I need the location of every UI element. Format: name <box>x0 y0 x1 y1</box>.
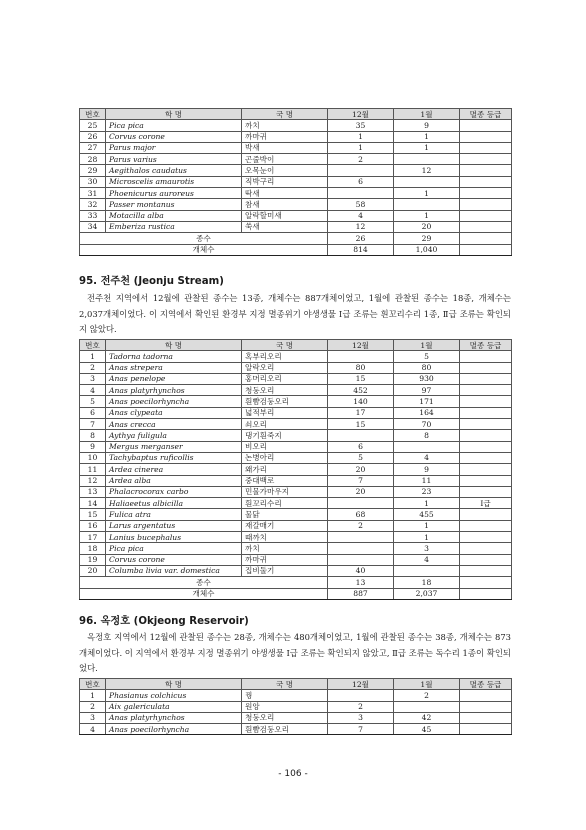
december-count-cell <box>328 430 394 441</box>
korean-name-cell: 청둥오리 <box>242 712 328 723</box>
endangered-grade-cell <box>460 430 512 441</box>
december-count-cell: 452 <box>328 385 394 396</box>
january-count-cell: 171 <box>394 396 460 407</box>
january-count-cell: 930 <box>394 373 460 384</box>
endangered-grade-cell <box>460 452 512 463</box>
december-count-cell: 1 <box>328 131 394 142</box>
header-grade: 멸종 등급 <box>460 679 512 690</box>
scientific-name-cell: Aegithalos caudatus <box>106 165 242 176</box>
korean-name-cell: 쇠오리 <box>242 419 328 430</box>
korean-name-cell: 논병아리 <box>242 452 328 463</box>
endangered-grade-cell <box>460 142 512 153</box>
endangered-grade-cell <box>460 554 512 565</box>
species-total-january: 29 <box>394 233 460 244</box>
row-number-cell: 19 <box>80 554 106 565</box>
species-total-label: 종수 <box>80 233 328 244</box>
table-row <box>80 724 512 735</box>
table-header-row <box>80 679 512 690</box>
header-january: 1월 <box>394 679 460 690</box>
korean-name-cell: 중대백로 <box>242 475 328 486</box>
table-row <box>80 176 512 187</box>
january-count-cell: 1 <box>394 210 460 221</box>
scientific-name-cell: Parus major <box>106 142 242 153</box>
header-scientific-name: 학 명 <box>106 109 242 120</box>
december-count-cell: 6 <box>328 441 394 452</box>
table-row <box>80 120 512 131</box>
header-korean-name: 국 명 <box>242 109 328 120</box>
row-number-cell: 28 <box>80 154 106 165</box>
korean-name-cell: 비오리 <box>242 441 328 452</box>
individual-total-label: 개체수 <box>80 588 328 599</box>
table-header-row <box>80 109 512 120</box>
december-count-cell: 5 <box>328 452 394 463</box>
scientific-name-cell: Larus argentatus <box>106 520 242 531</box>
species-total-december: 26 <box>328 233 394 244</box>
species-total-label: 종수 <box>80 577 328 588</box>
row-number-cell: 7 <box>80 419 106 430</box>
december-count-cell: 80 <box>328 362 394 373</box>
row-number-cell: 5 <box>80 396 106 407</box>
header-no: 번호 <box>80 109 106 120</box>
header-no: 번호 <box>80 340 106 351</box>
korean-name-cell: 때까치 <box>242 532 328 543</box>
table-row <box>80 396 512 407</box>
header-scientific-name: 학 명 <box>106 340 242 351</box>
january-count-cell: 23 <box>394 486 460 497</box>
endangered-grade-cell <box>460 199 512 210</box>
january-count-cell: 1 <box>394 131 460 142</box>
december-count-cell: 140 <box>328 396 394 407</box>
scientific-name-cell: Phalacrocorax carbo <box>106 486 242 497</box>
table-row <box>80 520 512 531</box>
row-number-cell: 29 <box>80 165 106 176</box>
endangered-grade-cell <box>460 565 512 576</box>
header-no: 번호 <box>80 679 106 690</box>
row-number-cell: 34 <box>80 221 106 232</box>
row-number-cell: 1 <box>80 351 106 362</box>
row-number-cell: 15 <box>80 509 106 520</box>
december-count-cell <box>328 554 394 565</box>
table-row <box>80 373 512 384</box>
table-row <box>80 565 512 576</box>
endangered-grade-cell <box>460 188 512 199</box>
january-count-cell: 70 <box>394 419 460 430</box>
table-row <box>80 351 512 362</box>
table-row <box>80 701 512 712</box>
january-count-cell: 4 <box>394 452 460 463</box>
table-row <box>80 532 512 543</box>
december-count-cell: 4 <box>328 210 394 221</box>
individual-total-december: 887 <box>328 588 394 599</box>
row-number-cell: 6 <box>80 407 106 418</box>
table-body <box>80 120 512 233</box>
endangered-grade-cell <box>460 690 512 701</box>
endangered-grade-cell <box>460 221 512 232</box>
korean-name-cell: 혹부리오리 <box>242 351 328 362</box>
korean-name-cell: 왜가리 <box>242 464 328 475</box>
korean-name-cell: 까마귀 <box>242 554 328 565</box>
december-count-cell: 15 <box>328 373 394 384</box>
row-number-cell: 12 <box>80 475 106 486</box>
endangered-grade-cell <box>460 543 512 554</box>
endangered-grade-cell <box>460 724 512 735</box>
january-count-cell: 1 <box>394 498 460 509</box>
species-total-grade <box>460 577 512 588</box>
endangered-grade-cell <box>460 520 512 531</box>
row-number-cell: 20 <box>80 565 106 576</box>
december-count-cell: 1 <box>328 142 394 153</box>
endangered-grade-cell <box>460 396 512 407</box>
bird-table-okjeong <box>79 678 512 735</box>
december-count-cell: 7 <box>328 475 394 486</box>
table-header-row <box>80 340 512 351</box>
december-count-cell <box>328 498 394 509</box>
row-number-cell: 11 <box>80 464 106 475</box>
individual-total-january: 2,037 <box>394 588 460 599</box>
table-row <box>80 486 512 497</box>
row-number-cell: 30 <box>80 176 106 187</box>
scientific-name-cell: Ardea alba <box>106 475 242 486</box>
header-grade: 멸종 등급 <box>460 340 512 351</box>
row-number-cell: 16 <box>80 520 106 531</box>
header-january: 1월 <box>394 109 460 120</box>
december-count-cell: 7 <box>328 724 394 735</box>
scientific-name-cell: Aythya fuligula <box>106 430 242 441</box>
december-count-cell: 58 <box>328 199 394 210</box>
table-row <box>80 142 512 153</box>
january-count-cell: 3 <box>394 543 460 554</box>
table-row <box>80 154 512 165</box>
table-row <box>80 430 512 441</box>
scientific-name-cell: Aix galericulata <box>106 701 242 712</box>
row-number-cell: 33 <box>80 210 106 221</box>
december-count-cell <box>328 690 394 701</box>
january-count-cell: 20 <box>394 221 460 232</box>
korean-name-cell: 흰꼬리수리 <box>242 498 328 509</box>
individual-total-grade <box>460 244 512 255</box>
individual-total-january: 1,040 <box>394 244 460 255</box>
endangered-grade-cell <box>460 210 512 221</box>
table-row <box>80 464 512 475</box>
scientific-name-cell: Parus varius <box>106 154 242 165</box>
row-number-cell: 4 <box>80 724 106 735</box>
bird-table-continued <box>79 108 512 256</box>
scientific-name-cell: Lanius bucephalus <box>106 532 242 543</box>
january-count-cell: 9 <box>394 120 460 131</box>
january-count-cell: 97 <box>394 385 460 396</box>
korean-name-cell: 까치 <box>242 120 328 131</box>
korean-name-cell: 알락오리 <box>242 362 328 373</box>
header-korean-name: 국 명 <box>242 340 328 351</box>
korean-name-cell: 까마귀 <box>242 131 328 142</box>
scientific-name-cell: Tadorna tadorna <box>106 351 242 362</box>
scientific-name-cell: Mergus merganser <box>106 441 242 452</box>
individual-total-grade <box>460 588 512 599</box>
december-count-cell: 68 <box>328 509 394 520</box>
scientific-name-cell: Pica pica <box>106 120 242 131</box>
table-body <box>80 690 512 735</box>
january-count-cell: 164 <box>394 407 460 418</box>
endangered-grade-cell <box>460 701 512 712</box>
december-count-cell: 17 <box>328 407 394 418</box>
table-row <box>80 452 512 463</box>
december-count-cell: 2 <box>328 154 394 165</box>
korean-name-cell: 청둥오리 <box>242 385 328 396</box>
endangered-grade-cell: Ⅰ급 <box>460 498 512 509</box>
endangered-grade-cell <box>460 486 512 497</box>
january-count-cell: 5 <box>394 351 460 362</box>
korean-name-cell: 딱새 <box>242 188 328 199</box>
december-count-cell: 3 <box>328 712 394 723</box>
row-number-cell: 26 <box>80 131 106 142</box>
korean-name-cell: 원앙 <box>242 701 328 712</box>
individual-total-december: 814 <box>328 244 394 255</box>
scientific-name-cell: Pica pica <box>106 543 242 554</box>
section-paragraph-okjeong: 옥정호 지역에서 12월에 관찰된 종수는 28종, 개체수는 480개체이었고, 1월에 관찰된 종수는 38종, 개체수는 873개체이었다. 이 지역에서 환경부 지정 멸종위기 야생생물 Ⅰ급 조류는 확인되지 않았고, Ⅱ급 조류는 독수리 1종이 확인되었다. <box>79 632 511 673</box>
korean-name-cell: 흰뺨검둥오리 <box>242 396 328 407</box>
scientific-name-cell: Phoenicurus auroreus <box>106 188 242 199</box>
january-count-cell: 2 <box>394 690 460 701</box>
row-number-cell: 14 <box>80 498 106 509</box>
table-row <box>80 131 512 142</box>
january-count-cell: 42 <box>394 712 460 723</box>
row-number-cell: 2 <box>80 701 106 712</box>
scientific-name-cell: Anas platyrhynchos <box>106 385 242 396</box>
endangered-grade-cell <box>460 120 512 131</box>
scientific-name-cell: Corvus corone <box>106 131 242 142</box>
endangered-grade-cell <box>460 176 512 187</box>
scientific-name-cell: Microscelis amaurotis <box>106 176 242 187</box>
january-count-cell <box>394 154 460 165</box>
korean-name-cell: 홍머리오리 <box>242 373 328 384</box>
endangered-grade-cell <box>460 712 512 723</box>
january-count-cell: 4 <box>394 554 460 565</box>
header-january: 1월 <box>394 340 460 351</box>
endangered-grade-cell <box>460 419 512 430</box>
scientific-name-cell: Tachybaptus ruficollis <box>106 452 242 463</box>
row-number-cell: 4 <box>80 385 106 396</box>
species-total-row <box>80 577 512 588</box>
header-december: 12월 <box>328 340 394 351</box>
endangered-grade-cell <box>460 532 512 543</box>
december-count-cell <box>328 351 394 362</box>
endangered-grade-cell <box>460 509 512 520</box>
korean-name-cell: 댕기흰죽지 <box>242 430 328 441</box>
table-row <box>80 554 512 565</box>
korean-name-cell: 쑥새 <box>242 221 328 232</box>
january-count-cell: 12 <box>394 165 460 176</box>
january-count-cell: 1 <box>394 142 460 153</box>
december-count-cell: 40 <box>328 565 394 576</box>
endangered-grade-cell <box>460 362 512 373</box>
individual-total-row <box>80 588 512 599</box>
row-number-cell: 31 <box>80 188 106 199</box>
individual-total-row <box>80 244 512 255</box>
table-body <box>80 351 512 577</box>
korean-name-cell: 오목눈이 <box>242 165 328 176</box>
endangered-grade-cell <box>460 385 512 396</box>
january-count-cell: 1 <box>394 520 460 531</box>
december-count-cell: 35 <box>328 120 394 131</box>
december-count-cell <box>328 188 394 199</box>
row-number-cell: 32 <box>80 199 106 210</box>
december-count-cell: 20 <box>328 486 394 497</box>
december-count-cell <box>328 165 394 176</box>
scientific-name-cell: Emberiza rustica <box>106 221 242 232</box>
header-scientific-name: 학 명 <box>106 679 242 690</box>
january-count-cell <box>394 199 460 210</box>
scientific-name-cell: Anas crecca <box>106 419 242 430</box>
january-count-cell: 8 <box>394 430 460 441</box>
january-count-cell: 45 <box>394 724 460 735</box>
species-total-december: 13 <box>328 577 394 588</box>
endangered-grade-cell <box>460 464 512 475</box>
species-total-january: 18 <box>394 577 460 588</box>
scientific-name-cell: Motacilla alba <box>106 210 242 221</box>
endangered-grade-cell <box>460 441 512 452</box>
december-count-cell: 2 <box>328 520 394 531</box>
korean-name-cell: 참새 <box>242 199 328 210</box>
table-row <box>80 498 512 509</box>
endangered-grade-cell <box>460 373 512 384</box>
january-count-cell: 1 <box>394 532 460 543</box>
scientific-name-cell: Corvus corone <box>106 554 242 565</box>
january-count-cell <box>394 441 460 452</box>
korean-name-cell: 물닭 <box>242 509 328 520</box>
endangered-grade-cell <box>460 407 512 418</box>
december-count-cell: 12 <box>328 221 394 232</box>
row-number-cell: 8 <box>80 430 106 441</box>
january-count-cell: 1 <box>394 188 460 199</box>
table-row <box>80 543 512 554</box>
january-count-cell <box>394 176 460 187</box>
december-count-cell: 15 <box>328 419 394 430</box>
scientific-name-cell: Passer montanus <box>106 199 242 210</box>
row-number-cell: 13 <box>80 486 106 497</box>
january-count-cell: 9 <box>394 464 460 475</box>
scientific-name-cell: Fulica atra <box>106 509 242 520</box>
table-row <box>80 712 512 723</box>
scientific-name-cell: Phasianus colchicus <box>106 690 242 701</box>
section-title-jeonju: 95. 전주천 (Jeonju Stream) <box>79 276 224 287</box>
section-paragraph-jeonju: 전주천 지역에서 12월에 관찰된 종수는 13종, 개체수는 887개체이었고, 1월에 관찰된 종수는 18종, 개체수는 2,037개체이었다. 이 지역에서 확인된 환경부 지정 멸종위기 야생생물 Ⅰ급 조류는 흰꼬리수리 1종, Ⅱ급 조류는 확인되지 않았다. <box>79 293 511 334</box>
row-number-cell: 18 <box>80 543 106 554</box>
table-row <box>80 362 512 373</box>
endangered-grade-cell <box>460 351 512 362</box>
korean-name-cell: 직박구리 <box>242 176 328 187</box>
december-count-cell: 2 <box>328 701 394 712</box>
korean-name-cell: 집비둘기 <box>242 565 328 576</box>
species-total-grade <box>460 233 512 244</box>
table-row <box>80 441 512 452</box>
row-number-cell: 1 <box>80 690 106 701</box>
december-count-cell <box>328 543 394 554</box>
korean-name-cell: 박새 <box>242 142 328 153</box>
row-number-cell: 10 <box>80 452 106 463</box>
table-row <box>80 509 512 520</box>
korean-name-cell: 곤줄박이 <box>242 154 328 165</box>
row-number-cell: 2 <box>80 362 106 373</box>
korean-name-cell: 넓적부리 <box>242 407 328 418</box>
january-count-cell: 455 <box>394 509 460 520</box>
korean-name-cell: 까치 <box>242 543 328 554</box>
january-count-cell: 80 <box>394 362 460 373</box>
korean-name-cell: 민물가마우지 <box>242 486 328 497</box>
scientific-name-cell: Anas platyrhynchos <box>106 712 242 723</box>
table-row <box>80 385 512 396</box>
scientific-name-cell: Anas clypeata <box>106 407 242 418</box>
row-number-cell: 17 <box>80 532 106 543</box>
scientific-name-cell: Anas strepera <box>106 362 242 373</box>
december-count-cell <box>328 532 394 543</box>
table-row <box>80 475 512 486</box>
table-row <box>80 165 512 176</box>
korean-name-cell: 꿩 <box>242 690 328 701</box>
table-row <box>80 188 512 199</box>
table-row <box>80 210 512 221</box>
table-row <box>80 407 512 418</box>
december-count-cell: 20 <box>328 464 394 475</box>
endangered-grade-cell <box>460 131 512 142</box>
january-count-cell <box>394 701 460 712</box>
korean-name-cell: 알락할미새 <box>242 210 328 221</box>
january-count-cell <box>394 565 460 576</box>
korean-name-cell: 재갈매기 <box>242 520 328 531</box>
bird-table-jeonju <box>79 339 512 600</box>
row-number-cell: 3 <box>80 712 106 723</box>
endangered-grade-cell <box>460 475 512 486</box>
row-number-cell: 25 <box>80 120 106 131</box>
scientific-name-cell: Haliaeetus albicilla <box>106 498 242 509</box>
row-number-cell: 27 <box>80 142 106 153</box>
header-grade: 멸종 등급 <box>460 109 512 120</box>
endangered-grade-cell <box>460 165 512 176</box>
table-row <box>80 690 512 701</box>
december-count-cell: 6 <box>328 176 394 187</box>
row-number-cell: 9 <box>80 441 106 452</box>
scientific-name-cell: Columba livia var. domestica <box>106 565 242 576</box>
header-korean-name: 국 명 <box>242 679 328 690</box>
scientific-name-cell: Ardea cinerea <box>106 464 242 475</box>
endangered-grade-cell <box>460 154 512 165</box>
korean-name-cell: 흰뺨검둥오리 <box>242 724 328 735</box>
january-count-cell: 11 <box>394 475 460 486</box>
table-row <box>80 199 512 210</box>
row-number-cell: 3 <box>80 373 106 384</box>
table-row <box>80 221 512 232</box>
individual-total-label: 개체수 <box>80 244 328 255</box>
page-number: - 106 - <box>278 769 308 779</box>
table-row <box>80 419 512 430</box>
header-december: 12월 <box>328 679 394 690</box>
section-title-okjeong: 96. 옥정호 (Okjeong Reservoir) <box>79 616 249 627</box>
species-total-row <box>80 233 512 244</box>
header-december: 12월 <box>328 109 394 120</box>
scientific-name-cell: Anas poecilorhyncha <box>106 396 242 407</box>
scientific-name-cell: Anas penelope <box>106 373 242 384</box>
scientific-name-cell: Anas poecilorhyncha <box>106 724 242 735</box>
